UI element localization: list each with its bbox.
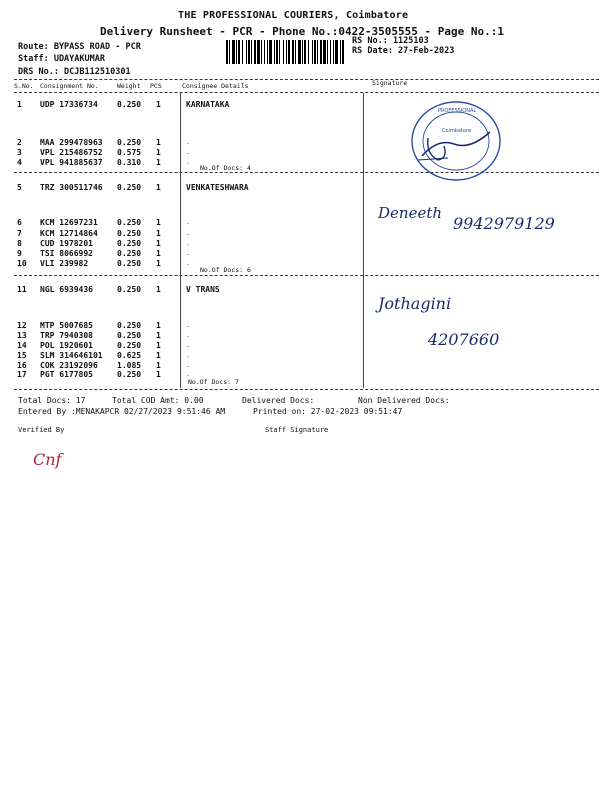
verifier-initials: Cnf — [33, 450, 62, 469]
row-consignment: VPL 215486752 — [40, 148, 103, 157]
row-consignment: CUD 1978201 — [40, 239, 93, 248]
row-pcs: 1 — [156, 370, 161, 379]
row-weight: 0.250 — [117, 341, 142, 350]
group-doc-count: No.Of Docs: 7 — [188, 378, 239, 386]
row-pcs: 1 — [156, 138, 161, 147]
row-weight: 0.625 — [117, 351, 142, 360]
row-consignee-dot: . — [186, 229, 190, 237]
drs-number: DRS No.: DCJB112510301 — [18, 67, 131, 77]
row-weight: 0.250 — [117, 321, 142, 330]
table-row — [0, 285, 600, 296]
row-weight: 0.250 — [117, 370, 142, 379]
row-consignment: KCM 12697231 — [40, 218, 98, 227]
row-consignment: COK 23192096 — [40, 361, 98, 370]
handwritten-phone-2: 4207660 — [428, 330, 500, 349]
non-delivered-docs: Non Delivered Docs: — [358, 396, 450, 405]
row-consignee-dot: . — [186, 259, 190, 267]
row-pcs: 1 — [156, 183, 161, 192]
company-name: THE PROFESSIONAL COURIERS, Coimbatore — [178, 10, 409, 21]
total-docs: Total Docs: 17 — [18, 396, 86, 405]
row-pcs: 1 — [156, 249, 161, 258]
col-consignment: Consignment No. — [40, 82, 99, 90]
row-weight: 0.250 — [117, 331, 142, 340]
row-consignee: V TRANS — [186, 285, 220, 294]
row-weight: 0.250 — [117, 218, 142, 227]
row-sno: 2 — [17, 138, 22, 147]
table-row — [0, 259, 600, 270]
row-sno: 11 — [17, 285, 27, 294]
rs-number: RS No.: 1125103 — [352, 36, 429, 46]
row-consignee-dot: . — [186, 331, 190, 339]
col-pcs: PCS — [150, 82, 162, 90]
row-consignee-dot: . — [186, 158, 190, 166]
row-weight: 0.250 — [117, 229, 142, 238]
row-sno: 9 — [17, 249, 22, 258]
staff-signature: Staff Signature — [265, 426, 329, 434]
row-sno: 10 — [17, 259, 27, 268]
row-consignment: TRP 7940308 — [40, 331, 93, 340]
row-weight: 0.250 — [117, 183, 142, 192]
row-consignee-dot: . — [186, 138, 190, 146]
row-pcs: 1 — [156, 331, 161, 340]
row-sno: 1 — [17, 100, 22, 109]
group-doc-count: No.Of Docs: 6 — [200, 266, 251, 274]
table-row — [0, 158, 600, 169]
row-pcs: 1 — [156, 148, 161, 157]
row-consignee-dot: . — [186, 351, 190, 359]
row-consignee-dot: . — [186, 341, 190, 349]
staff-label: Staff: UDAYAKUMAR — [18, 54, 105, 64]
col-consignee: Consignee Details — [182, 82, 249, 90]
row-consignment: TSI 8066992 — [40, 249, 93, 258]
row-weight: 0.250 — [117, 249, 142, 258]
row-pcs: 1 — [156, 361, 161, 370]
stamp-text-top: PROFESSIONAL — [438, 108, 477, 114]
row-consignee: VENKATESHWARA — [186, 183, 249, 192]
row-consignment: SLM 314646101 — [40, 351, 103, 360]
row-weight: 0.250 — [117, 138, 142, 147]
row-sno: 16 — [17, 361, 27, 370]
row-consignee-dot: . — [186, 370, 190, 378]
table-row — [0, 100, 600, 111]
row-consignment: TRZ 300511746 — [40, 183, 103, 192]
group-doc-count: No.Of Docs: 4 — [200, 164, 251, 172]
row-pcs: 1 — [156, 321, 161, 330]
table-row — [0, 370, 600, 381]
row-pcs: 1 — [156, 285, 161, 294]
row-consignee: KARNATAKA — [186, 100, 230, 109]
row-sno: 15 — [17, 351, 27, 360]
row-consignment: MTP 5007685 — [40, 321, 93, 330]
row-pcs: 1 — [156, 351, 161, 360]
col-weight: Weight — [117, 82, 141, 90]
row-sno: 3 — [17, 148, 22, 157]
total-cod: Total COD Amt: 0.00 — [112, 396, 204, 405]
row-sno: 17 — [17, 370, 27, 379]
page-title: Delivery Runsheet - PCR - Phone No.:0422-3505555 - Page No.:1 — [100, 25, 504, 38]
rs-date: RS Date: 27-Feb-2023 — [352, 46, 455, 56]
row-consignment: MAA 299478963 — [40, 138, 103, 147]
row-pcs: 1 — [156, 218, 161, 227]
row-sno: 12 — [17, 321, 27, 330]
row-pcs: 1 — [156, 229, 161, 238]
row-weight: 0.250 — [117, 100, 142, 109]
row-pcs: 1 — [156, 158, 161, 167]
printed-on: Printed on: 27-02-2023 09:51:47 — [253, 407, 403, 416]
row-consignment: VPL 941885637 — [40, 158, 103, 167]
row-pcs: 1 — [156, 239, 161, 248]
row-pcs: 1 — [156, 259, 161, 268]
entered-by: Entered By :MENAKAPCR 02/27/2023 9:51:46 AM — [18, 407, 226, 416]
table-row — [0, 183, 600, 194]
col-sno: S.No. — [14, 82, 34, 90]
handwritten-name-2: Jothagini — [378, 294, 452, 313]
stamp-text-mid: Coimbatore — [442, 128, 472, 134]
row-consignment: UDP 17336734 — [40, 100, 98, 109]
company-stamp — [408, 98, 504, 184]
row-sno: 13 — [17, 331, 27, 340]
row-consignment: VLI 239982 — [40, 259, 89, 268]
row-weight: 1.085 — [117, 361, 142, 370]
verified-by: Verified By — [18, 426, 65, 434]
row-consignee-dot: . — [186, 321, 190, 329]
row-consignee-dot: . — [186, 239, 190, 247]
row-weight: 0.250 — [117, 285, 142, 294]
row-consignment: NGL 6939436 — [40, 285, 93, 294]
handwritten-name-1: Deneeth — [378, 204, 443, 222]
row-consignee-dot: . — [186, 218, 190, 226]
row-consignment: KCM 12714864 — [40, 229, 98, 238]
row-sno: 7 — [17, 229, 22, 238]
row-pcs: 1 — [156, 341, 161, 350]
row-sno: 5 — [17, 183, 22, 192]
row-weight: 0.250 — [117, 259, 142, 268]
row-weight: 0.250 — [117, 239, 142, 248]
row-consignee-dot: . — [186, 249, 190, 257]
row-weight: 0.575 — [117, 148, 142, 157]
delivered-docs: Delivered Docs: — [242, 396, 315, 405]
row-consignment: POL 1920601 — [40, 341, 93, 350]
row-sno: 6 — [17, 218, 22, 227]
row-consignee-dot: . — [186, 361, 190, 369]
row-consignee-dot: . — [186, 148, 190, 156]
barcode-image — [226, 40, 344, 64]
row-sno: 14 — [17, 341, 27, 350]
row-weight: 0.310 — [117, 158, 142, 167]
handwritten-phone-1: 9942979129 — [453, 214, 555, 233]
row-pcs: 1 — [156, 100, 161, 109]
row-sno: 4 — [17, 158, 22, 167]
route-label: Route: BYPASS ROAD - PCR — [18, 42, 141, 52]
row-consignment: PGT 6177805 — [40, 370, 93, 379]
row-sno: 8 — [17, 239, 22, 248]
col-signature: Signature — [372, 79, 408, 87]
